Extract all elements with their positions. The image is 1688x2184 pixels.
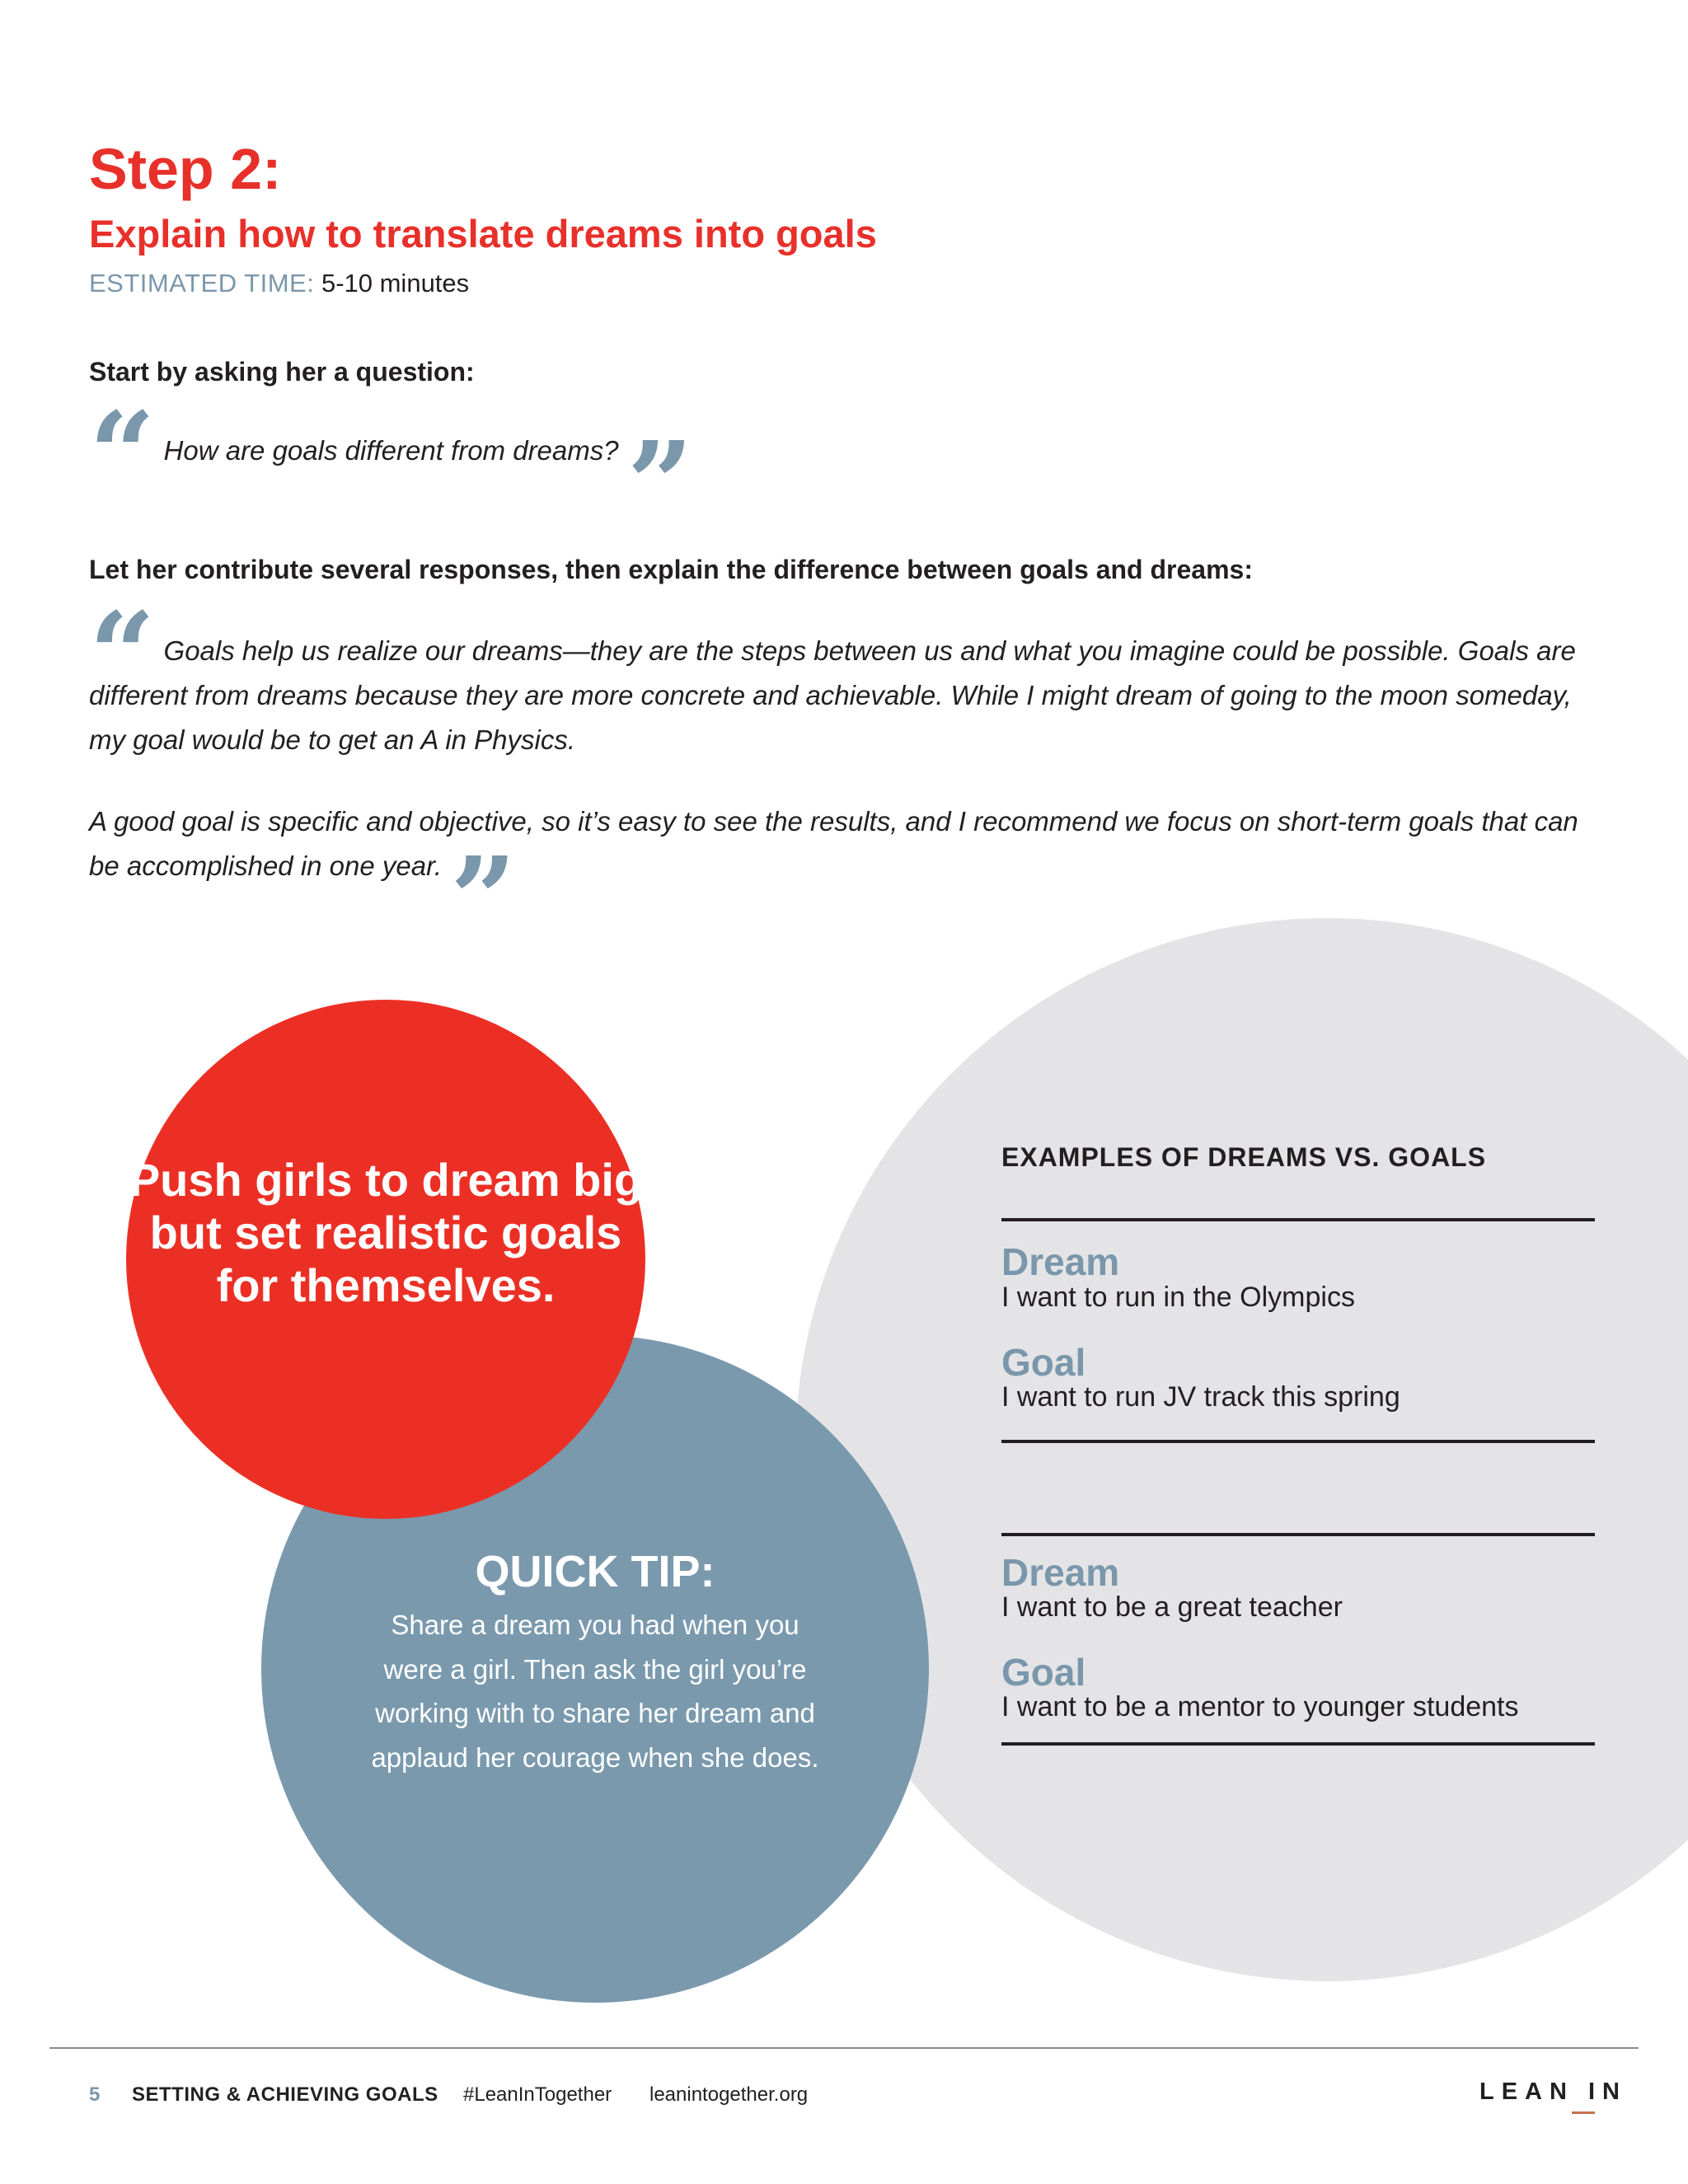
footer-title: SETTING & ACHIEVING GOALS — [132, 2083, 438, 2106]
divider — [1001, 1218, 1595, 1221]
quick-tip-body: Share a dream you had when you were a girl. Then ask the girl you’re working with to share her dream and applaud her courage when she does. — [371, 1610, 819, 1773]
step-title: Step 2: — [89, 137, 282, 201]
divider — [1001, 1533, 1595, 1536]
quick-tip-title: QUICK TIP: — [475, 1547, 715, 1596]
question-quote-text: How are goals different from dreams? — [163, 435, 619, 466]
footer-divider — [49, 2047, 1639, 2049]
goal-label: Goal — [1001, 1651, 1086, 1694]
lean-in-logo: LEAN IN — [1479, 2079, 1627, 2105]
explanation-quote-p1: “ Goals help us realize our dreams—they are the steps between us and what you imagine could be possible. Goals are different from dreams because they are more concrete and achievable. While I might dream of going to the moon someday, my goal would be to get an A in Physics. — [89, 588, 1576, 755]
dream-label: Dream — [1001, 1551, 1120, 1594]
estimated-time-label: ESTIMATED TIME: — [89, 269, 315, 298]
goal-example-1: I want to run JV track this spring — [1001, 1381, 1400, 1413]
question-quote: “ How are goals different from dreams?” — [89, 387, 694, 552]
goal-example-2: I want to be a mentor to younger students — [1001, 1691, 1519, 1722]
question-prompt: Start by asking her a question: — [89, 357, 475, 387]
footer-url[interactable]: leanintogether.org — [649, 2083, 809, 2106]
footer-hashtag: #LeanInTogether — [463, 2083, 612, 2106]
explain-prompt: Let her contribute several responses, then explain the difference between goals and dreams: — [89, 555, 1253, 584]
logo-underline — [1572, 2111, 1595, 2114]
callout-text: Push girls to dream big but set realistic goals for themselves. — [129, 1154, 643, 1311]
estimated-time — [89, 268, 469, 298]
estimated-time-value: 5-10 minutes — [321, 269, 470, 298]
dream-example-1: I want to run in the Olympics — [1001, 1282, 1355, 1313]
dream-label: Dream — [1001, 1240, 1120, 1283]
divider — [1001, 1440, 1595, 1443]
goal-label: Goal — [1001, 1341, 1086, 1384]
divider — [1001, 1742, 1595, 1746]
explanation-quote-p2: A good goal is specific and objective, so it’s easy to see the results, and I recommend we focus on short-term goals that can be accomplished in one year.” — [89, 806, 1578, 968]
explanation-quote-p2-text: A good goal is specific and objective, so it’s easy to see the results, and I recommend we focus on short-term goals that can be accomplished in one year. — [89, 806, 1578, 881]
explanation-quote-p1-text: Goals help us realize our dreams—they are the steps between us and what you imagine could be possible. Goals are different from dreams because they are more concrete and achievable. While I might dream of going to the moon someday, my goal would be to get an A in Physics. — [89, 635, 1576, 755]
dream-example-2: I want to be a great teacher — [1001, 1591, 1343, 1623]
step-subtitle: Explain how to translate dreams into goals — [89, 212, 877, 255]
examples-background-circle — [795, 918, 1688, 1981]
examples-heading: EXAMPLES OF DREAMS VS. GOALS — [1001, 1142, 1487, 1172]
page-number: 5 — [89, 2083, 101, 2106]
